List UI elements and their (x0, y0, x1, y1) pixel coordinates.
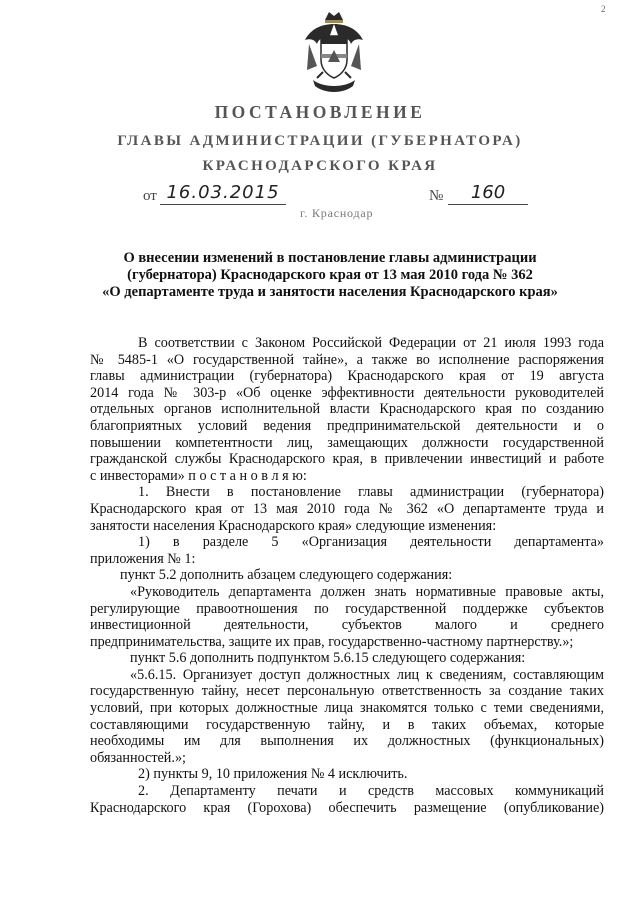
body-line: инвестиционной деятельности, субъектов малого и среднего (90, 617, 604, 634)
date-underline (160, 204, 286, 205)
body-line: необходимы им для выполнения их должностных (функциональных) (90, 733, 604, 750)
issuer-heading-line1: ГЛАВЫ АДМИНИСТРАЦИИ (ГУБЕРНАТОРА) (117, 133, 523, 149)
body-line: составляющими государственную тайну, и в таких объемах, которые (90, 716, 604, 733)
document-title (80, 250, 580, 301)
body-line: предпринимательства, защите их прав, государственно-частному партнерству.»; (90, 633, 574, 650)
body-line: «Руководитель департамента должен знать нормативные правовые акты, (130, 583, 604, 600)
city-label: г. Краснодар (300, 206, 374, 220)
body-line: пункт 5.6 дополнить подпунктом 5.6.15 следующего содержания: (130, 650, 526, 667)
number-handwritten: 160 (470, 182, 506, 203)
number-underline (448, 204, 528, 205)
body-line: № 5485-1 «О государственной тайне», а также во исполнение распоряжения (90, 351, 604, 368)
body-line: обязанностей.»; (90, 749, 186, 766)
body-line: государственную тайну, несет персональную ответственность за создание таких (90, 683, 604, 700)
body-line: гражданской службы Краснодарского края, в привлечении инвестиций и работе (90, 451, 604, 468)
date-handwritten: 16.03.2015 (166, 182, 280, 203)
krasnodar-coat-of-arms-icon (303, 10, 365, 96)
body-line: с инвесторами» п о с т а н о в л я ю: (90, 467, 307, 484)
title-line: О внесении изменений в постановление главы администрации (123, 250, 537, 266)
body-line: главы администрации (губернатора) Краснодарского края от 19 августа (90, 368, 604, 385)
body-line: 1. Внести в постановление главы администрации (губернатора) (138, 484, 604, 501)
body-line: В соответствии с Законом Российской Федерации от 21 июля 1993 года (138, 335, 604, 351)
document-type-heading: ПОСТАНОВЛЕНИЕ (214, 102, 426, 122)
body-line: 2) пункты 9, 10 приложения № 4 исключить. (138, 766, 408, 783)
body-line: 2014 года № 303-р «Об оценке эффективности деятельности руководителей (90, 384, 604, 401)
body-line: пункт 5.2 дополнить абзацем следующего содержания: (120, 567, 453, 584)
body-line: регулирующие правоотношения по государственной поддержке субъектов (90, 600, 604, 617)
body-line: Краснодарского края (Горохова) обеспечить размещение (опубликование) (90, 799, 604, 816)
issuer-heading-line2: КРАСНОДАРСКОГО КРАЯ (202, 158, 438, 174)
body-line: благоприятных условий ведения предпринимательской деятельности и о (90, 417, 604, 434)
body-line: повышении компетентности лиц, замещающих должности государственной (90, 434, 604, 451)
title-line: «О департаменте труда и занятости населения Краснодарского края» (102, 284, 558, 300)
body-line: 1) в разделе 5 «Организация деятельности департамента» (138, 534, 604, 551)
body-line: условий, при которых должностные лица знакомятся только с теми сведениями, (90, 700, 604, 717)
date-prefix: от (143, 188, 157, 204)
title-line: (губернатора) Краснодарского края от 13 мая 2010 года № 362 (127, 267, 533, 283)
body-line: занятости населения Краснодарского края» следующие изменения: (90, 517, 497, 534)
document-body (90, 335, 604, 816)
body-line: 2. Департаменту печати и средств массовых коммуникаций (138, 783, 604, 800)
page-number: 2 (601, 4, 606, 14)
body-line: отдельных органов исполнительной власти Краснодарского края по созданию (90, 401, 604, 418)
body-line: Краснодарского края от 13 мая 2010 года № 362 «О департаменте труда и (90, 500, 604, 517)
number-prefix: № (429, 188, 444, 204)
body-line: приложения № 1: (90, 550, 196, 567)
body-line: «5.6.15. Организует доступ должностных лиц к сведениям, составляющим (130, 666, 604, 683)
